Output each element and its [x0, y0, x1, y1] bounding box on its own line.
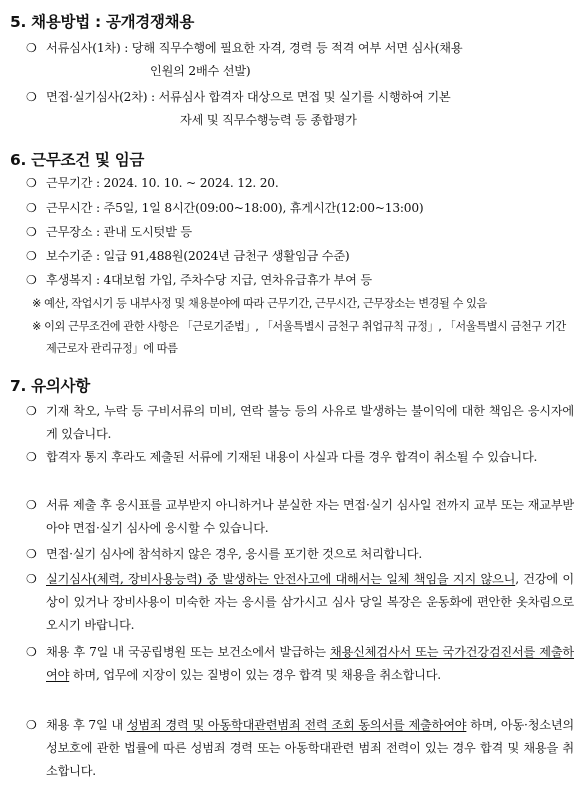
section-7-title: 7. 유의사항 [10, 377, 90, 395]
bullet-icon: ❍ [26, 41, 37, 55]
s5-item-2-cont: 자세 및 직무수행능력 등 종합평가 [180, 113, 357, 127]
bullet-icon: ❍ [26, 547, 37, 561]
s5-item-2 [26, 86, 574, 132]
s7-item-4: ❍ 면접·실기 심사에 참석하지 않은 경우, 응시를 포기한 것으로 처리합니다. [26, 543, 574, 566]
s7-item-7: ❍ 채용 후 7일 내 성범죄 경력 및 아동학대관련범죄 전력 조회 동의서를 제출하여야 하며, 아동·청소년의 성보호에 관한 법률에 따른 성범죄 경력 또는 아동학대관련 범죄 전력이 있는 경우 합격 및 채용을 취소합니다. [26, 714, 574, 783]
s5-item-2-text: 서류심사 합격자 대상으로 면접 및 실기를 시행하여 기본 [158, 90, 451, 104]
s5-item-2-label: 면접·실기심사(2차) : [46, 90, 159, 104]
s7-item-1: ❍ 기재 착오, 누락 등 구비서류의 미비, 연락 불능 등의 사유로 발생하는 불이익에 대한 책임은 응시자에게 있습니다. [26, 400, 574, 446]
bullet-icon: ❍ [26, 572, 37, 586]
s6-note-2: ※ 이외 근무조건에 관한 사항은 「근로기준법」, 「서울특별시 금천구 취업규칙 규정」, 「서울특별시 금천구 기간제근로자 관리규정」에 따름 [32, 320, 566, 355]
bullet-icon: ❍ [26, 645, 37, 659]
s6-note-1: ※ 예산, 작업시기 등 내부사정 및 채용분야에 따라 근무기간, 근무시간, 근무장소는 변경될 수 있음 [32, 297, 487, 310]
s6-item-1: ❍ 근무기간 : 2024. 10. 10. ~ 2024. 12. 20. [26, 172, 574, 195]
bullet-icon: ❍ [26, 225, 37, 239]
s7-item-5: ❍ 실기심사(체력, 장비사용능력) 중 발생하는 안전사고에 대해서는 일체 책임을 지지 않으니, 건강에 이상이 있거나 장비사용이 미숙한 자는 응시를 삼가시고 심사 당일 복장은 운동화에 편안한 옷차림으로 오시기 바랍니다. [26, 568, 574, 637]
bullet-icon: ❍ [26, 201, 37, 215]
bullet-icon: ❍ [26, 90, 37, 104]
s5-item-1-text: 당해 직무수행에 필요한 자격, 경력 등 적격 여부 서면 심사(채용 [131, 41, 463, 55]
bullet-icon: ❍ [26, 718, 37, 732]
bullet-icon: ❍ [26, 176, 37, 190]
s6-item-3: ❍ 근무장소 : 관내 도시텃밭 등 [26, 221, 574, 244]
s7-item-2: ❍ 합격자 통지 후라도 제출된 서류에 기재된 내용이 사실과 다를 경우 합격이 취소될 수 있습니다. [26, 446, 574, 469]
section-5-title: 5. 채용방법 : 공개경쟁채용 [10, 13, 194, 31]
s6-item-5: ❍ 후생복지 : 4대보험 가입, 주차수당 지급, 연차유급휴가 부여 등 [26, 269, 574, 292]
s7-item-7-underlined: 성범죄 경력 및 아동학대관련범죄 전력 조회 동의서를 제출하여야 [126, 718, 467, 732]
s5-item-1-cont: 인원의 2배수 선발) [150, 64, 251, 78]
s5-item-1-label: 서류심사(1차) : [46, 41, 132, 55]
s6-item-2: ❍ 근무시간 : 주5일, 1일 8시간(09:00~18:00), 휴게시간(12:00~13:00) [26, 197, 574, 220]
s7-item-6: ❍ 채용 후 7일 내 국공립병원 또는 보건소에서 발급하는 채용신체검사서 또는 국가건강검진서를 제출하여야 하며, 업무에 지장이 있는 질병이 있는 경우 합격 및 채용을 취소합니다. [26, 641, 574, 687]
section-6-title: 6. 근무조건 및 임금 [10, 151, 145, 169]
bullet-icon: ❍ [26, 498, 37, 512]
s5-item-1 [26, 37, 574, 83]
s7-item-5-underlined: 실기심사(체력, 장비사용능력) 중 발생하는 안전사고에 대해서는 일체 책임을 지지 않으니 [46, 572, 516, 586]
bullet-icon: ❍ [26, 450, 37, 464]
bullet-icon: ❍ [26, 404, 37, 418]
bullet-icon: ❍ [26, 273, 37, 287]
s6-item-4: ❍ 보수기준 : 일급 91,488원(2024년 금천구 생활임금 수준) [26, 245, 574, 268]
bullet-icon: ❍ [26, 249, 37, 263]
s7-item-6-underlined: 채용신체검사서 또는 국가건강검진서를 제출하여야 [46, 645, 575, 682]
s7-item-3: ❍ 서류 제출 후 응시표를 교부받지 아니하거나 분실한 자는 면접·실기 심사일 전까지 교부 또는 재교부받아야 면접·실기 심사에 응시할 수 있습니다. [26, 494, 574, 540]
